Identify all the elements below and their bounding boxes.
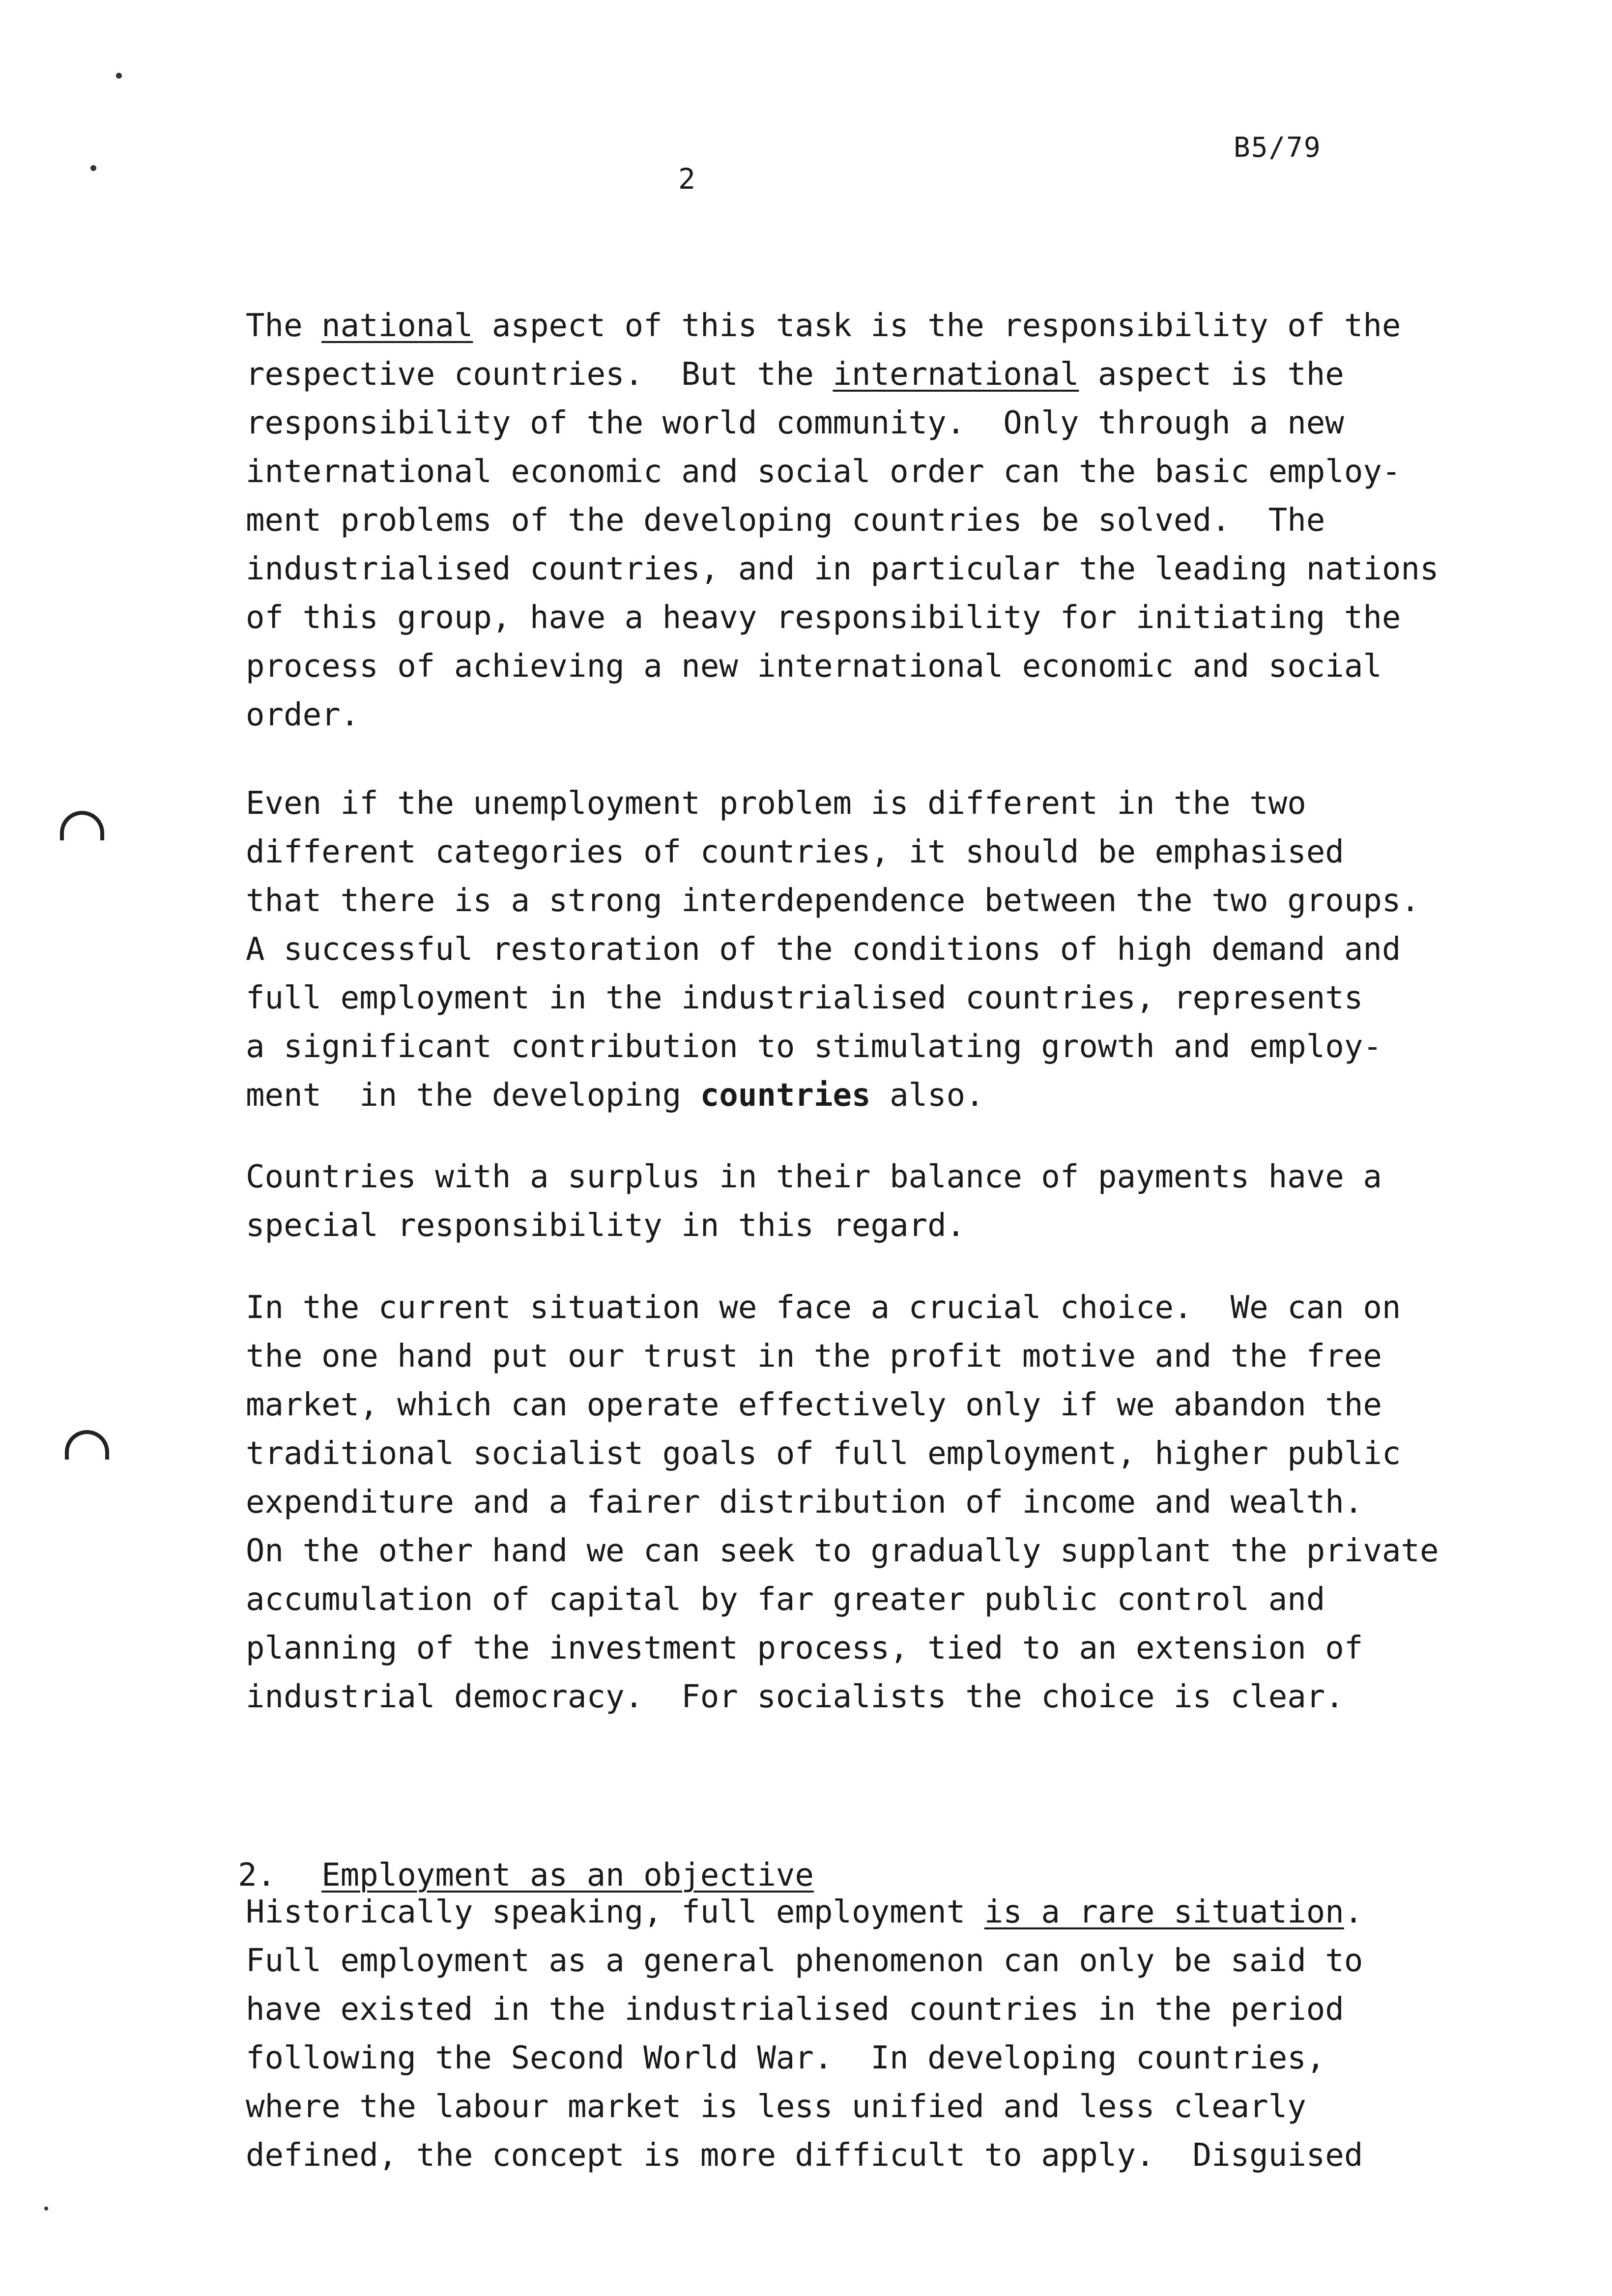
margin-mark (60, 811, 104, 840)
text-line: respective countries. But the international aspect is the (246, 356, 1344, 393)
paragraph-1 (246, 302, 1524, 740)
text-line: Countries with a surplus in their balance of payments have a (246, 1159, 1382, 1195)
text-line: process of achieving a new international economic and social (246, 648, 1382, 685)
text-line: expenditure and a fairer distribution of income and wealth. (246, 1484, 1363, 1521)
underlined-phrase: is a rare situation (984, 1894, 1344, 1930)
text-line: ment in the developing countries also. (246, 1077, 984, 1114)
text-line: the one hand put our trust in the profit motive and the free (246, 1338, 1382, 1375)
text-line: responsibility of the world community. Only through a new (246, 405, 1344, 441)
text-line: different categories of countries, it should be emphasised (246, 834, 1344, 870)
text-line: that there is a strong interdependence between the two groups. (246, 883, 1420, 919)
text-line: market, which can operate effectively only if we abandon the (246, 1387, 1382, 1423)
margin-mark (65, 1430, 109, 1460)
text-line: ment problems of the developing countries be solved. The (246, 502, 1325, 539)
underlined-word: national (321, 308, 473, 344)
page-number: 2 (678, 162, 695, 196)
text-line: special responsibility in this regard. (246, 1207, 966, 1244)
underlined-word: international (833, 356, 1079, 393)
bold-word: countries (700, 1077, 871, 1114)
paragraph-2 (246, 779, 1524, 1120)
text-line: accumulation of capital by far greater public control and (246, 1581, 1325, 1618)
text-line: have existed in the industrialised countries in the period (246, 1991, 1344, 2028)
text-line: a significant contribution to stimulating growth and employ- (246, 1029, 1382, 1065)
section-title: Employment as an objective (321, 1857, 814, 1894)
text-line: following the Second World War. In developing countries, (246, 2040, 1325, 2076)
text-line: In the current situation we face a crucial choice. We can on (246, 1290, 1401, 1326)
text-line: where the labour market is less unified and less clearly (246, 2089, 1306, 2125)
paragraph-3 (246, 1153, 1524, 1250)
paragraph-5 (246, 1888, 1524, 2180)
text-line: A successful restoration of the conditions of high demand and (246, 931, 1401, 968)
text-line: The national aspect of this task is the responsibility of the (246, 308, 1401, 344)
text-line: Even if the unemployment problem is different in the two (246, 785, 1306, 822)
text-line: order. (246, 697, 360, 733)
text-line: industrial democracy. For socialists the choice is clear. (246, 1679, 1344, 1715)
text-line: traditional socialist goals of full employment, higher public (246, 1435, 1401, 1472)
scan-dot (90, 165, 96, 171)
text-line: industrialised countries, and in particular the leading nations (246, 551, 1439, 587)
text-line: planning of the investment process, tied to an extension of (246, 1630, 1363, 1666)
document-reference: B5/79 (1234, 132, 1322, 164)
text-line: international economic and social order can the basic employ- (246, 454, 1401, 490)
text-line: Full employment as a general phenomenon can only be said to (246, 1943, 1363, 1979)
text-line: full employment in the industrialised countries, represents (246, 980, 1363, 1016)
text-line: of this group, have a heavy responsibility for initiating the (246, 600, 1401, 636)
text-line: Historically speaking, full employment is a rare situation. (246, 1894, 1363, 1930)
text-line: On the other hand we can seek to gradually supplant the private (246, 1533, 1439, 1569)
paragraph-4 (246, 1284, 1524, 1722)
text-line: defined, the concept is more difficult to apply. Disguised (246, 2137, 1363, 2174)
scan-dot (44, 2207, 48, 2210)
scan-dot (116, 73, 122, 79)
section-number: 2. (238, 1857, 276, 1894)
